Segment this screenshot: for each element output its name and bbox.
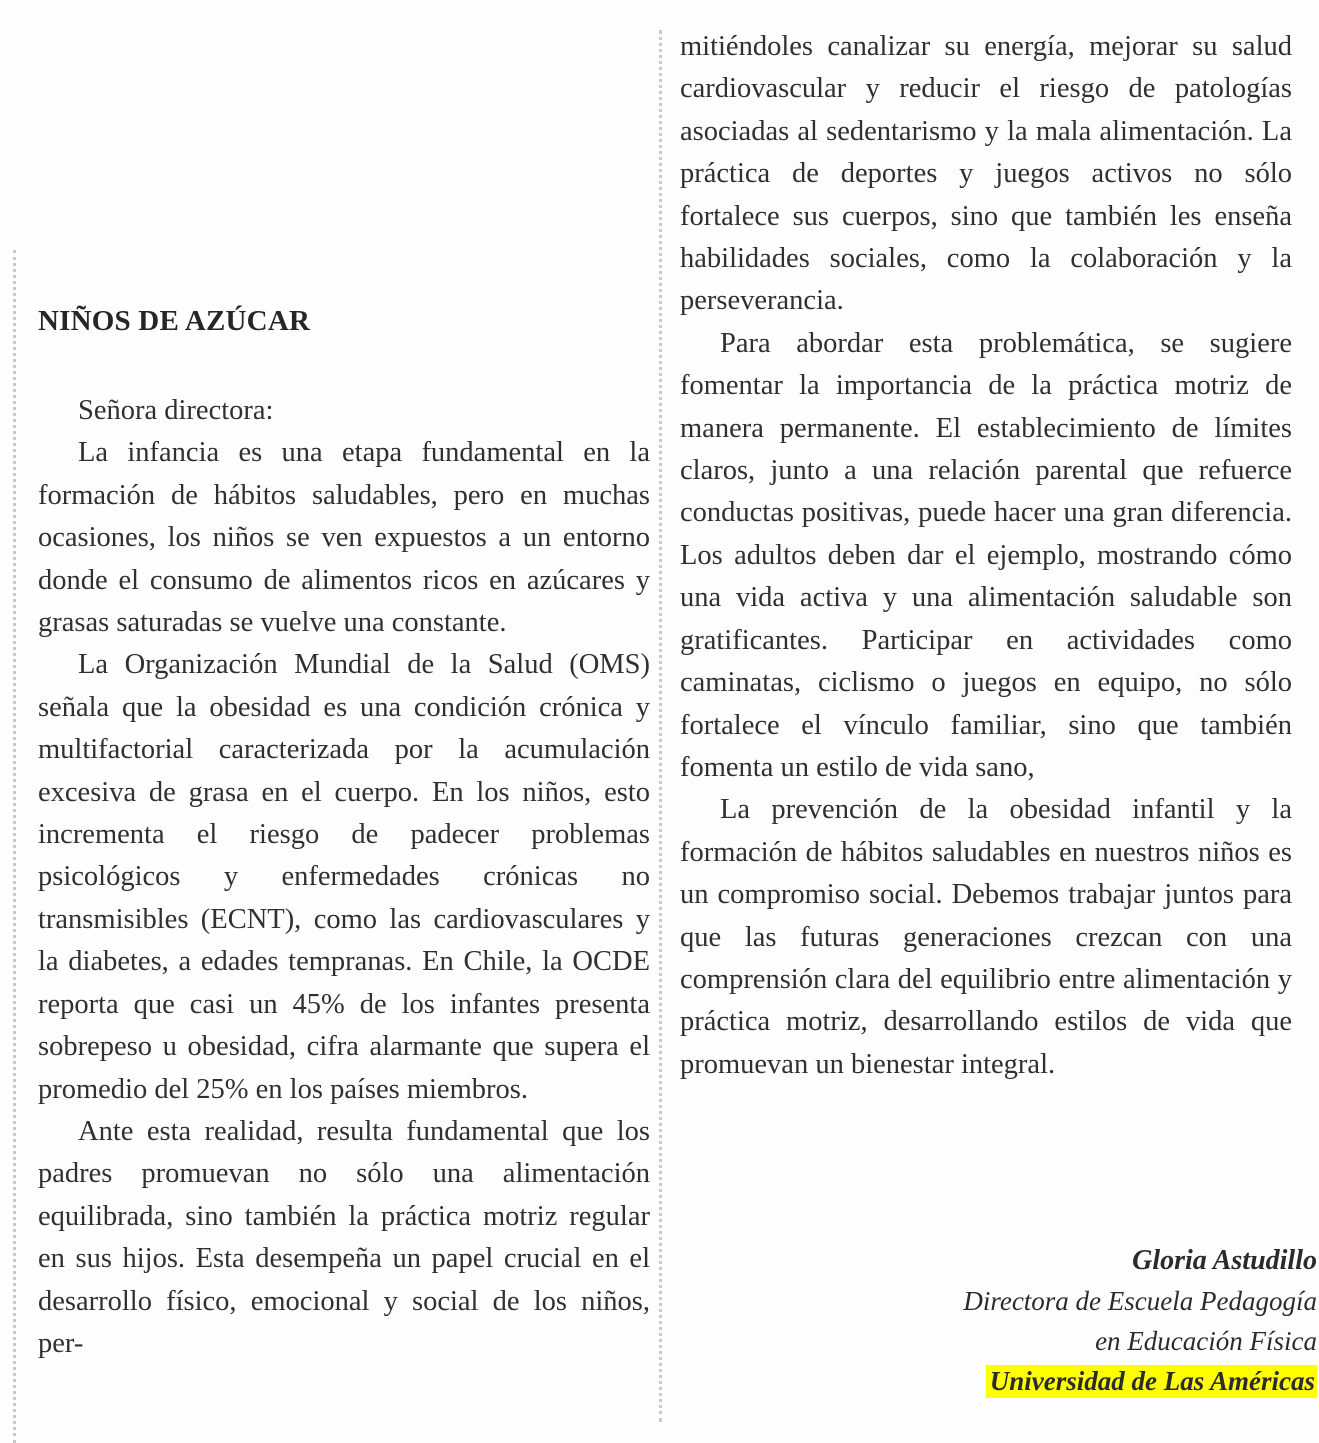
author-institution: [707, 1361, 1317, 1401]
signature-block: [707, 1241, 1317, 1401]
center-dotted-rule: [659, 30, 662, 1422]
author-role-line-1: Directora de Escuela Pedagogía: [963, 1286, 1317, 1316]
salutation: Señora directora:: [78, 395, 274, 426]
author-role-line-2: en Educación Física: [1095, 1326, 1317, 1356]
body-paragraph: La infancia es una etapa fundamental en la formación de hábitos saludables, pero en muchas ocasiones, los niños se ven expuestos a un entorno donde el consumo de alimentos ricos en azúcares y grasas saturadas se vuelve una constante.: [38, 437, 650, 639]
institution-highlight: Universidad de Las Américas: [986, 1365, 1317, 1398]
body-paragraph: Ante esta realidad, resulta fundamental que los padres promuevan no sólo una alimentación equilibrada, sino también la práctica motriz regular en sus hijos. Esta desempeña un papel crucial en el desarrollo físico, emocional y social de los niños, per-: [38, 1115, 650, 1359]
body-paragraph: mitiéndoles canalizar su energía, mejorar su salud cardiovascular y reducir el riesgo de patologías asociadas al sedentarismo y la mala alimentación. La práctica de deportes y juegos activos no sólo fortalece sus cuerpos, sino que también les enseña habilidades sociales, como la colaboración y la perseverancia.: [680, 31, 1292, 317]
page-title: NIÑOS DE AZÚCAR: [38, 305, 311, 337]
body-paragraph: La prevención de la obesidad infantil y la formación de hábitos saludables en nuestros niños es un compromiso social. Debemos trabajar juntos para que las futuras generaciones crezcan con una comprensión clara del equilibrio entre alimentación y práctica motriz, desarrollando estilos de vida que promuevan un bienestar integral.: [680, 794, 1292, 1080]
left-dotted-rule: [13, 250, 16, 1443]
body-paragraph: Para abordar esta problemática, se sugiere fomentar la importancia de la práctica motriz de manera permanente. El establecimiento de límites claros, junto a una relación parental que refuerce conductas positivas, puede hacer una gran diferencia. Los adultos deben dar el ejemplo, mostrando cómo una vida activa y una alimentación saludable son gratificantes. Participar en actividades como caminatas, ciclismo o juegos en equipo, no sólo fortalece el vínculo familiar, sino que también fomenta un estilo de vida sano,: [680, 327, 1292, 783]
column-right: [680, 26, 1292, 1086]
author-name: Gloria Astudillo: [1132, 1245, 1317, 1276]
column-left: [38, 305, 650, 1365]
body-paragraph: La Organización Mundial de la Salud (OMS) señala que la obesidad es una condición crónica y multifactorial caracterizada por la acumulación excesiva de grasa en el cuerpo. En los niños, esto incrementa el riesgo de padecer problemas psicológicos y enfermedades crónicas no transmisibles (ECNT), como las cardiovasculares y la diabetes, a edades tempranas. En Chile, la OCDE reporta que casi un 45% de los infantes presenta sobrepeso u obesidad, cifra alarmante que supera el promedio del 25% en los países miembros.: [38, 649, 650, 1105]
